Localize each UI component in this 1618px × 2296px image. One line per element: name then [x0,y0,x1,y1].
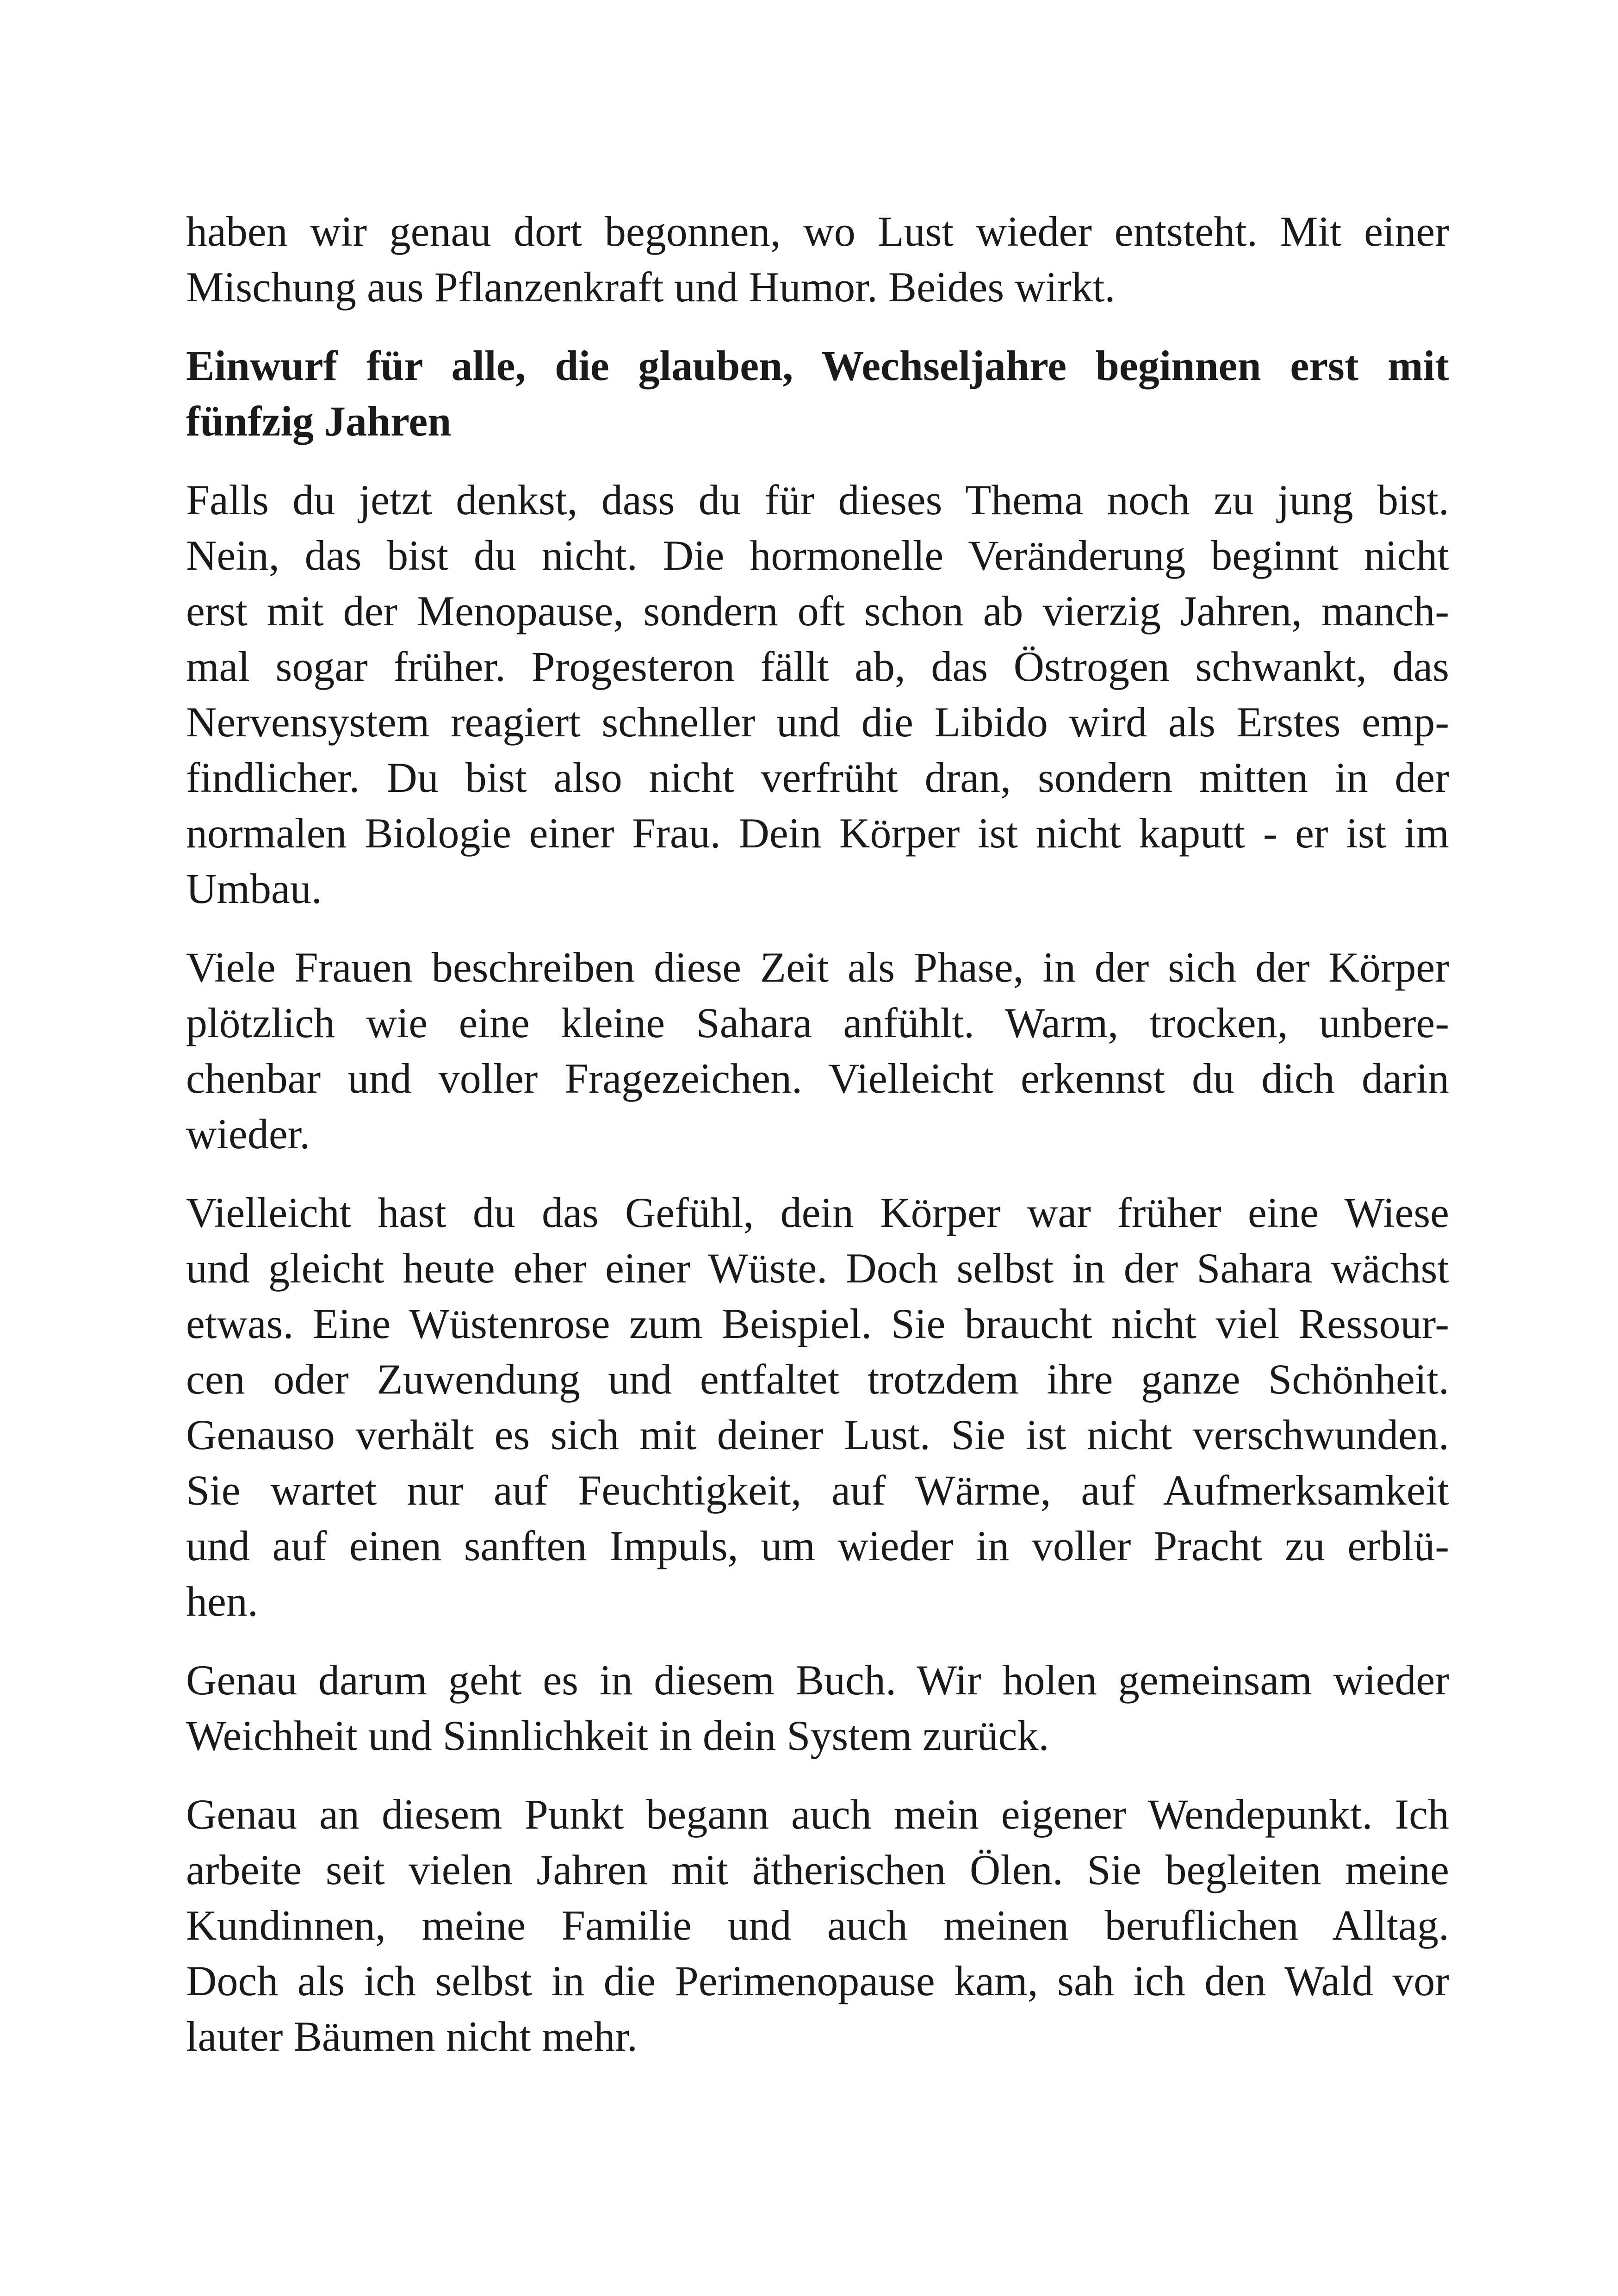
text-line: Falls du jetzt denkst, dass du für dieses Thema noch zu jung bist. [186,476,1449,523]
text-line: cen oder Zuwendung und entfaltet trotzdem ihre ganze Schönheit. [186,1356,1449,1403]
text-line: wieder. [186,1110,310,1157]
text-line: Viele Frauen beschreiben diese Zeit als Phase, in der sich der Körper [186,944,1449,991]
text-line: Nein, das bist du nicht. Die hormonelle Veränderung beginnt nicht [186,532,1449,579]
text-line: Genau darum geht es in diesem Buch. Wir holen gemeinsam wieder [186,1656,1449,1704]
heading-line: fünfzig Jahren [186,398,452,445]
text-line: Kundinnen, meine Familie und auch meinen beruflichen Alltag. [186,1902,1449,1949]
text-line: etwas. Eine Wüstenrose zum Beispiel. Sie braucht nicht viel Ressour- [186,1300,1449,1347]
text-line: mal sogar früher. Progesteron fällt ab, das Östrogen schwankt, das [186,643,1449,690]
text-line: arbeite seit vielen Jahren mit ätherischen Ölen. Sie begleiten meine [186,1846,1449,1893]
text-line: normalen Biologie einer Frau. Dein Körper ist nicht kaputt - er ist im [186,809,1449,857]
text-line: Genau an diesem Punkt begann auch mein eigener Wendepunkt. Ich [186,1791,1449,1838]
text-line: Vielleicht hast du das Gefühl, dein Körper war früher eine Wiese [186,1189,1449,1236]
text-line: Doch als ich selbst in die Perimenopause kam, sah ich den Wald vor [186,1957,1449,2004]
text-line: hen. [186,1578,258,1625]
text-line: haben wir genau dort begonnen, wo Lust wieder entsteht. Mit einer [186,208,1449,255]
text-line: Weichheit und Sinnlichkeit in dein System zurück. [186,1712,1049,1759]
text-line: und gleicht heute eher einer Wüste. Doch selbst in der Sahara wächst [186,1244,1449,1292]
text-line: Sie wartet nur auf Feuchtigkeit, auf Wärme, auf Aufmerksamkeit [186,1467,1449,1514]
text-line: Genauso verhält es sich mit deiner Lust. Sie ist nicht verschwunden. [186,1411,1449,1458]
text-line: findlicher. Du bist also nicht verfrüht dran, sondern mitten in der [186,754,1449,801]
text-line: Umbau. [186,865,322,912]
text-line: chenbar und voller Fragezeichen. Vielleicht erkennst du dich darin [186,1055,1449,1102]
text-line: plötzlich wie eine kleine Sahara anfühlt. Warm, trocken, unbere- [186,999,1449,1046]
text-line: lauter Bäumen nicht mehr. [186,2013,638,2060]
text-line: erst mit der Menopause, sondern oft schon ab vierzig Jahren, manch- [186,587,1449,635]
heading-line: Einwurf für alle, die glauben, Wechseljahre beginnen erst mit [186,342,1449,389]
text-line: und auf einen sanften Impuls, um wieder in voller Pracht zu erblü- [186,1522,1449,1569]
text-line: Mischung aus Pflanzenkraft und Humor. Beides wirkt. [186,263,1116,311]
text-line: Nervensystem reagiert schneller und die Libido wird als Erstes emp- [186,698,1449,746]
